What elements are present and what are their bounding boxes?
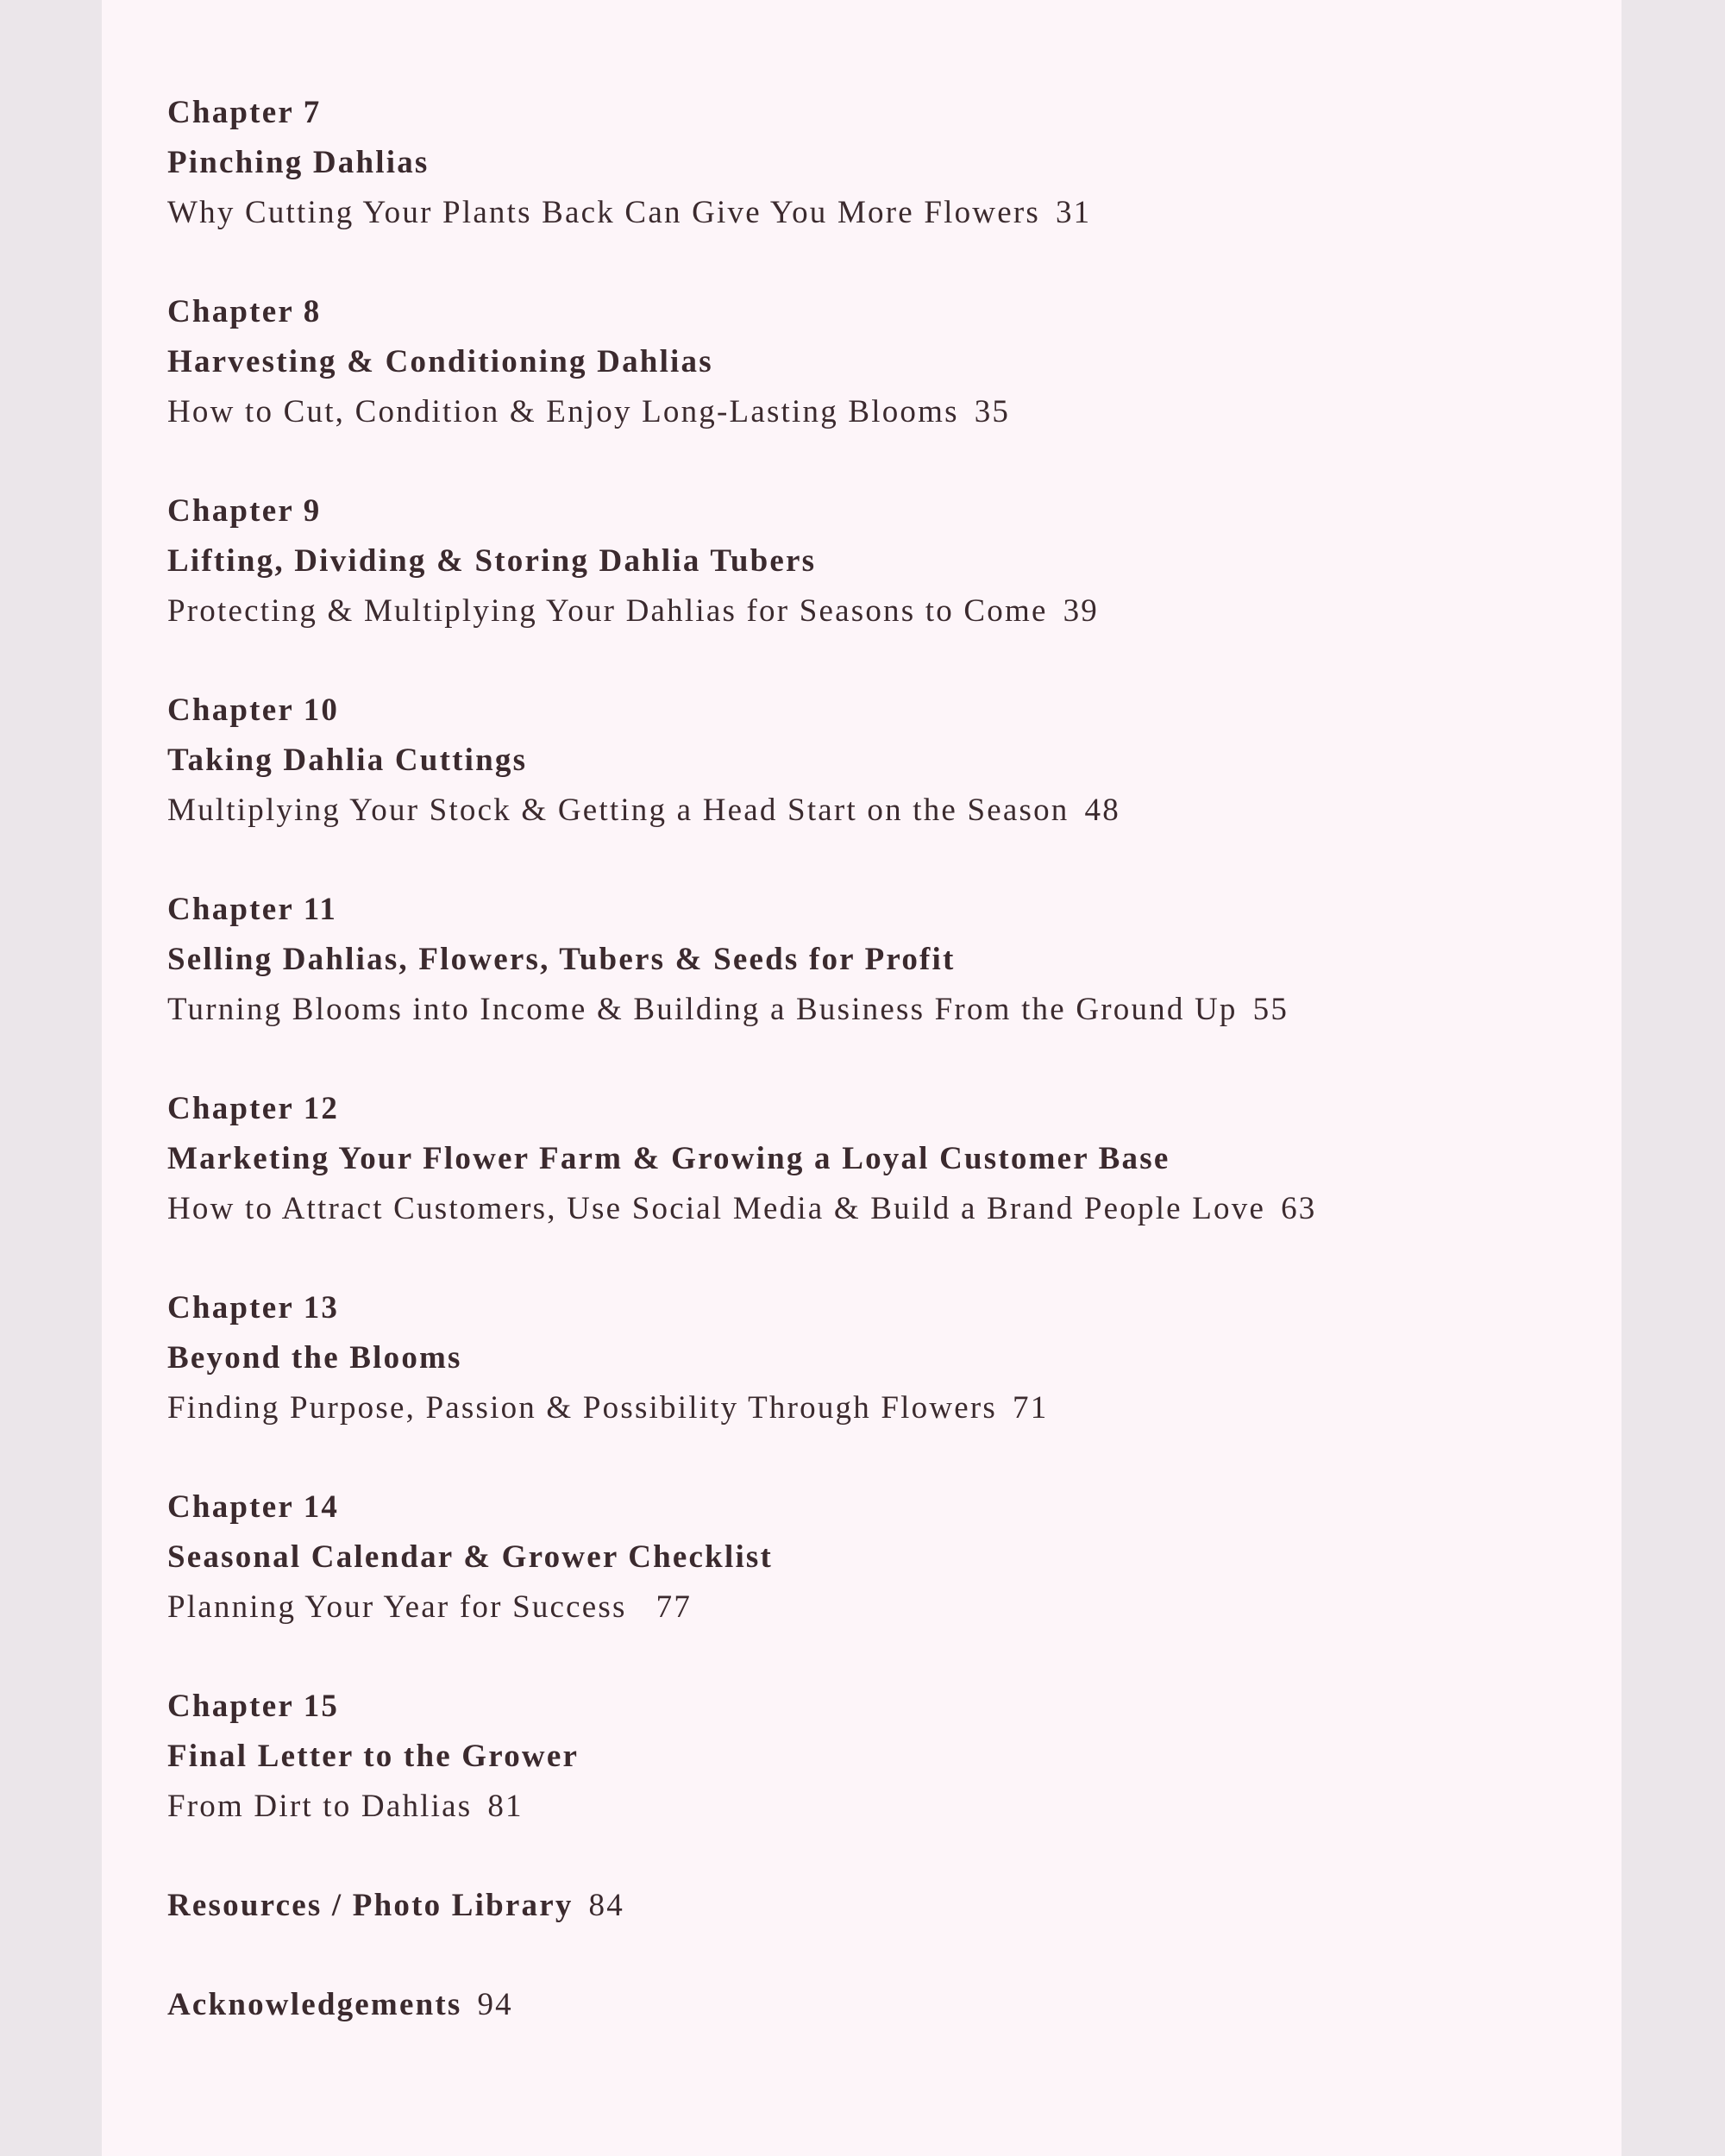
chapter-title: Final Letter to the Grower [167, 1739, 580, 1774]
chapter-subtitle-line [167, 1184, 1590, 1234]
chapter-subtitle: Finding Purpose, Passion & Possibility Through Flowers [167, 1390, 998, 1426]
chapter-title: Lifting, Dividing & Storing Dahlia Tubers [167, 543, 817, 579]
acknowledgements-title: Acknowledgements [167, 1987, 462, 2022]
chapter-subtitle: How to Cut, Condition & Enjoy Long-Lasting Blooms [167, 394, 959, 429]
chapter-subtitle-line [167, 1583, 1590, 1633]
page-number: 31 [1055, 195, 1092, 230]
chapter-subtitle-line [167, 1383, 1590, 1433]
toc-entry-chapter-7 [167, 88, 1590, 238]
chapter-subtitle: How to Attract Customers, Use Social Media & Build a Brand People Love [167, 1191, 1266, 1226]
chapter-title: Taking Dahlia Cuttings [167, 743, 528, 778]
chapter-subtitle-line [167, 586, 1590, 636]
page-number: 35 [974, 394, 1011, 429]
toc-entry-resources [167, 1881, 1590, 1931]
chapter-label: Chapter 9 [167, 493, 322, 529]
chapter-label: Chapter 12 [167, 1091, 340, 1126]
acknowledgements-line [167, 1980, 1590, 2030]
toc-entry-chapter-10 [167, 686, 1590, 836]
chapter-subtitle: Multiplying Your Stock & Getting a Head Start on the Season [167, 793, 1070, 828]
page-number: 63 [1281, 1191, 1317, 1226]
chapter-label: Chapter 8 [167, 294, 322, 329]
chapter-label: Chapter 10 [167, 693, 340, 728]
chapter-title: Beyond the Blooms [167, 1340, 462, 1376]
chapter-label: Chapter 14 [167, 1489, 340, 1525]
chapter-subtitle: Why Cutting Your Plants Back Can Give You More Flowers [167, 195, 1040, 230]
page-number: 71 [1013, 1390, 1049, 1426]
page-number: 55 [1252, 992, 1289, 1027]
resources-title: Resources / Photo Library [167, 1888, 574, 1923]
page-number: 77 [656, 1589, 693, 1625]
page-number: 94 [477, 1987, 513, 2022]
chapter-title: Seasonal Calendar & Grower Checklist [167, 1539, 774, 1575]
chapter-label: Chapter 15 [167, 1689, 340, 1724]
page-number: 84 [588, 1888, 624, 1923]
chapter-label: Chapter 7 [167, 95, 322, 130]
chapter-subtitle: Planning Your Year for Success [167, 1589, 627, 1625]
chapter-title: Marketing Your Flower Farm & Growing a Loyal Customer Base [167, 1141, 1170, 1176]
toc-entry-chapter-11 [167, 885, 1590, 1035]
book-page [102, 0, 1622, 2156]
page-number: 39 [1063, 593, 1099, 629]
toc-entry-chapter-8 [167, 287, 1590, 437]
chapter-subtitle: Protecting & Multiplying Your Dahlias for Seasons to Come [167, 593, 1048, 629]
toc-entry-chapter-14 [167, 1482, 1590, 1633]
page-number: 48 [1084, 793, 1120, 828]
table-of-contents [167, 88, 1590, 2079]
chapter-subtitle-line [167, 786, 1590, 836]
chapter-subtitle-line [167, 188, 1590, 238]
chapter-label: Chapter 13 [167, 1290, 340, 1326]
toc-entry-acknowledgements [167, 1980, 1590, 2030]
chapter-title: Harvesting & Conditioning Dahlias [167, 344, 713, 379]
resources-line [167, 1881, 1590, 1931]
chapter-title: Pinching Dahlias [167, 145, 430, 180]
chapter-label: Chapter 11 [167, 892, 338, 927]
page-number: 81 [487, 1789, 524, 1824]
toc-entry-chapter-9 [167, 486, 1590, 636]
chapter-title: Selling Dahlias, Flowers, Tubers & Seeds for Profit [167, 942, 956, 977]
toc-entry-chapter-13 [167, 1283, 1590, 1433]
chapter-subtitle-line [167, 387, 1590, 437]
chapter-subtitle-line [167, 1782, 1590, 1832]
toc-entry-chapter-12 [167, 1084, 1590, 1234]
toc-entry-chapter-15 [167, 1682, 1590, 1832]
chapter-subtitle-line [167, 985, 1590, 1035]
chapter-subtitle: Turning Blooms into Income & Building a Business From the Ground Up [167, 992, 1238, 1027]
chapter-subtitle: From Dirt to Dahlias [167, 1789, 473, 1824]
